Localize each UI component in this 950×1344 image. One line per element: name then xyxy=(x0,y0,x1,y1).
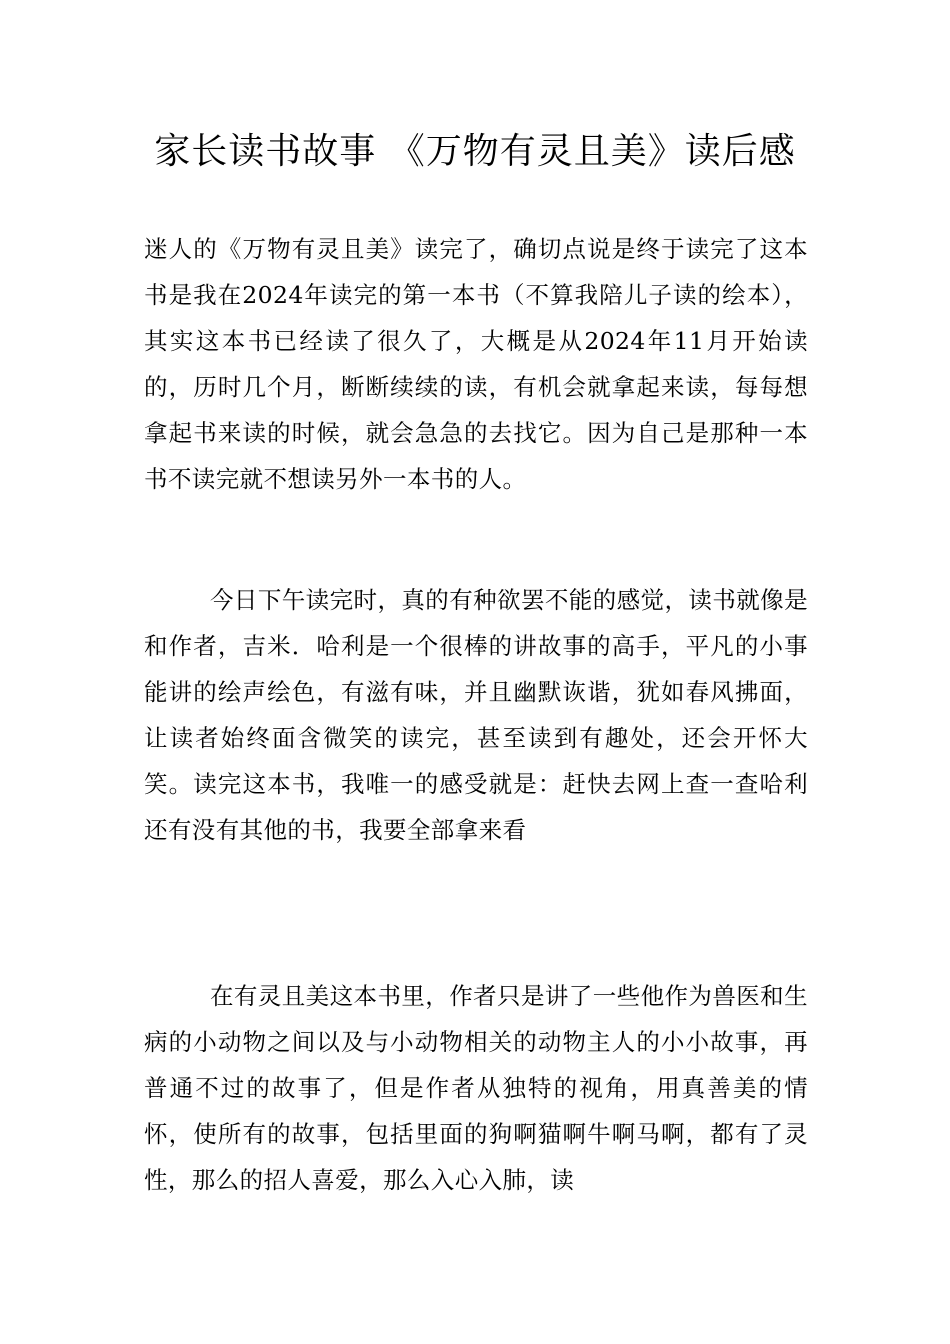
document-title: 家长读书故事 《万物有灵且美》读后感 xyxy=(154,131,796,172)
paragraph-1: 迷人的《万物有灵且美》读完了，确切点说是终于读完了这本书是我在2024年读完的第一本书（不算我陪儿子读的绘本），其实这本书已经读了很久了，大概是从2024年11月开始读的，历时几个月，断断续续的读，有机会就拿起来读，每每想拿起书来读的时候，就会急急的去找它。因为自己是那种一本书不读完就不想读另外一本书的人。 xyxy=(144,235,808,493)
paragraph-2: 今日下午读完时，真的有种欲罢不能的感觉，读书就像是和作者，吉米．哈利是一个很棒的讲故事的高手，平凡的小事能讲的绘声绘色，有滋有味，并且幽默诙谐，犹如春风拂面，让读者始终面含微笑的读完，甚至读到有趣处，还会开怀大笑。读完这本书，我唯一的感受就是：赶快去网上查一查哈利还有没有其他的书，我要全部拿来看 xyxy=(144,586,808,844)
paragraph-3: 在有灵且美这本书里，作者只是讲了一些他作为兽医和生病的小动物之间以及与小动物相关的动物主人的小小故事，再普通不过的故事了，但是作者从独特的视角，用真善美的情怀，使所有的故事，包括里面的狗啊猫啊牛啊马啊，都有了灵性，那么的招人喜爱，那么入心入肺，读 xyxy=(144,982,808,1194)
